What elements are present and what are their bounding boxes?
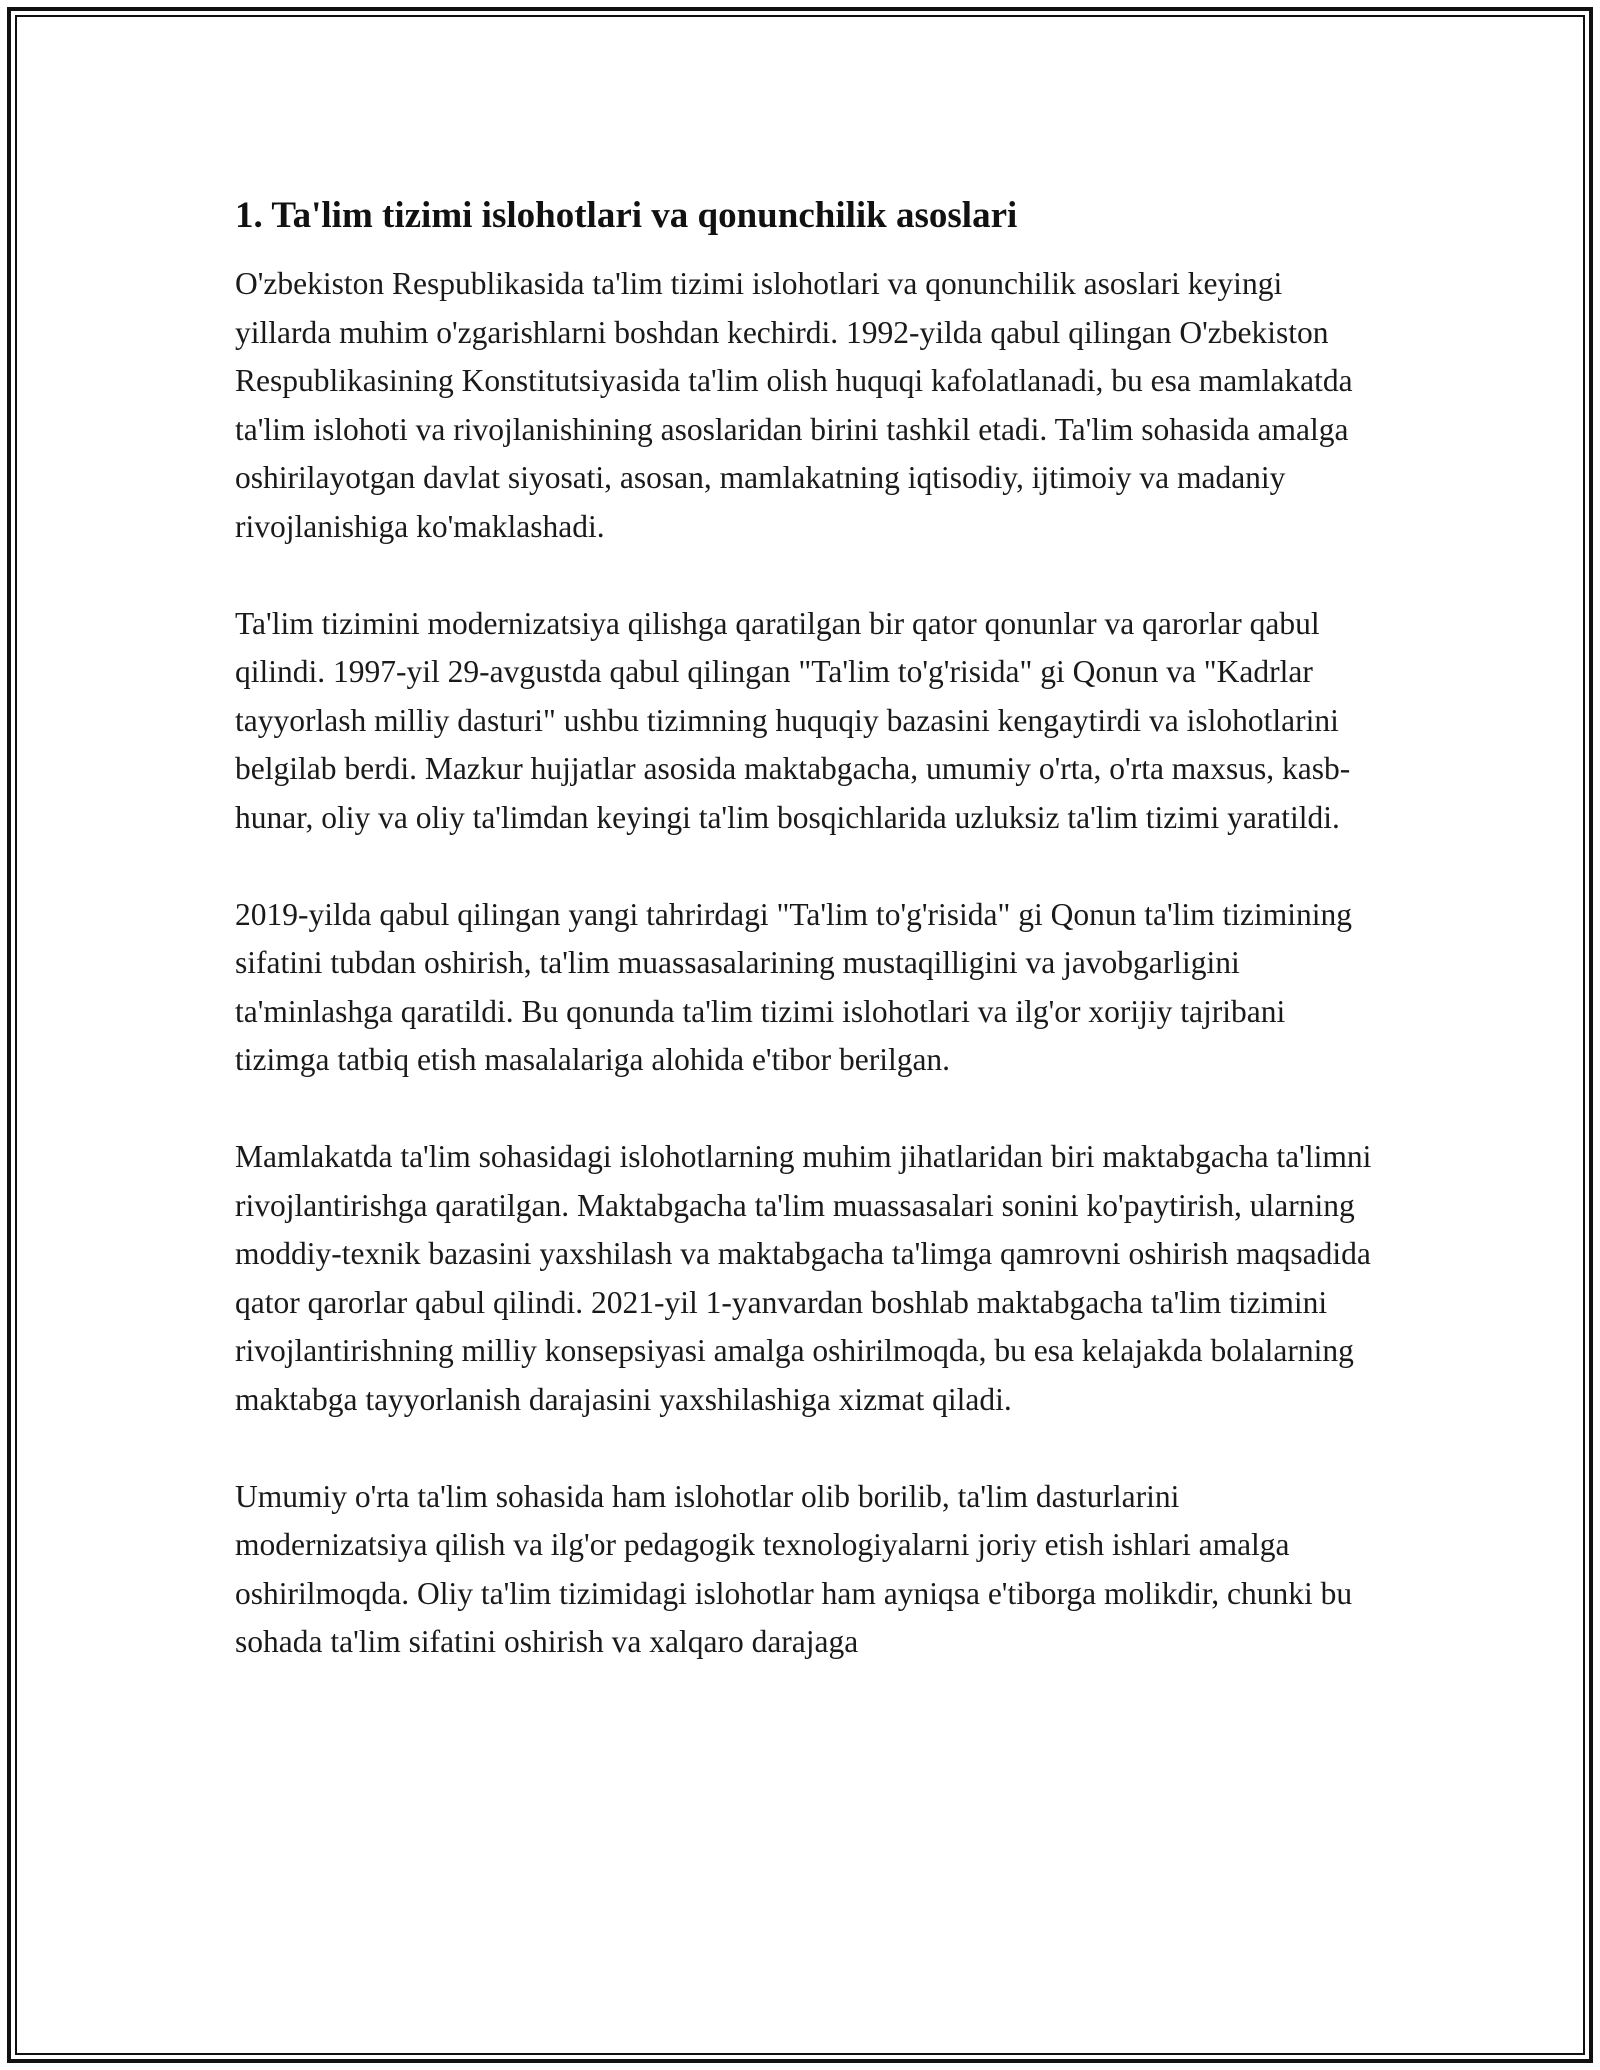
section-title: 1. Ta'lim tizimi islohotlari va qonunchilik asoslari <box>235 195 1018 236</box>
paragraph-5: Umumiy o'rta ta'lim sohasida ham islohotlar olib borilib, ta'lim dasturlarini modernizatsiya qilish va ilg'or pedagogik texnologiyalarni joriy etish ishlari amalga oshirilmoqda. Oliy ta'lim tizimidagi islohotlar ham ayniqsa e'tiborga molikdir, chunki bu sohada ta'lim sifatini oshirish va xalqaro darajaga <box>235 1478 1353 1659</box>
paragraph-1: O'zbekiston Respublikasida ta'lim tizimi islohotlari va qonunchilik asoslari keyingi yillarda muhim o'zgarishlarni boshdan kechirdi. 1992-yilda qabul qilingan O'zbekiston Respublikasining Konstitutsiyasida ta'lim olish huquqi kafolatlanadi, bu esa mamlakatda ta'lim islohoti va rivojlanishining asoslaridan birini tashkil etadi. Ta'lim sohasida amalga oshirilayotgan davlat siyosati, asosan, mamlakatning iqtisodiy, ijtimoiy va madaniy rivojlanishiga ko'maklashadi. <box>235 266 1353 544</box>
paragraph-4: Mamlakatda ta'lim sohasidagi islohotlarning muhim jihatlaridan biri maktabgacha ta'limni rivojlantirishga qaratilgan. Maktabgacha ta'lim muassasalari sonini ko'paytirish, ularning moddiy-texnik bazasini yaxshilash va maktabgacha ta'limga qamrovni oshirish maqsadida qator qarorlar qabul qilindi. 2021-yil 1-yanvardan boshlab maktabgacha ta'lim tizimini rivojlantirishning milliy konsepsiyasi amalga oshirilmoqda, bu esa kelajakda bolalarning maktabga tayyorlanish darajasini yaxshilashiga xizmat qiladi. <box>235 1139 1372 1417</box>
paragraph-2: Ta'lim tizimini modernizatsiya qilishga qaratilgan bir qator qonunlar va qarorlar qabul qilindi. 1997-yil 29-avgustda qabul qilingan "Ta'lim to'g'risida" gi Qonun va "Kadrlar tayyorlash milliy dasturi" ushbu tizimning huquqiy bazasini kengaytirdi va islohotlarini belgilab berdi. Mazkur hujjatlar asosida maktabgacha, umumiy o'rta, o'rta maxsus, kasb-hunar, oliy va oliy ta'limdan keyingi ta'lim bosqichlarida uzluksiz ta'lim tizimi yaratildi. <box>235 605 1351 835</box>
document-body <box>235 190 1375 1667</box>
paragraph-3: 2019-yilda qabul qilingan yangi tahrirdagi "Ta'lim to'g'risida" gi Qonun ta'lim tizimining sifatini tubdan oshirish, ta'lim muassasalarining mustaqilligini va javobgarligini ta'minlashga qaratildi. Bu qonunda ta'lim tizimi islohotlari va ilg'or xorijiy tajribani tizimga tatbiq etish masalalariga alohida e'tibor berilgan. <box>235 896 1353 1077</box>
